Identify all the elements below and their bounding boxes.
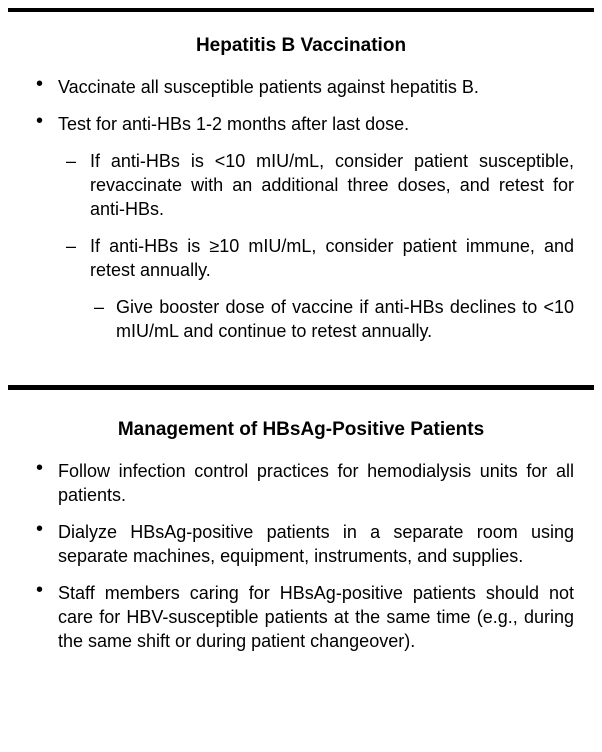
list-item-text: If anti-HBs is <10 mIU/mL, consider patient susceptible, revaccinate with an additional three doses, and retest for anti-HBs. bbox=[90, 151, 574, 219]
list-item-text: Staff members caring for HBsAg-positive patients should not care for HBV-susceptible patients at the same time (e.g., during the same shift or during patient changeover). bbox=[58, 583, 574, 651]
bullet-icon: • bbox=[36, 579, 44, 601]
list-item bbox=[8, 149, 594, 221]
bullet-icon: • bbox=[36, 457, 44, 479]
list-item bbox=[8, 295, 594, 343]
section-management-hbsag-positive bbox=[8, 418, 594, 653]
list-item-text: Test for anti-HBs 1-2 months after last dose. bbox=[58, 114, 410, 134]
list-item-text: Vaccinate all susceptible patients against hepatitis B. bbox=[58, 77, 479, 97]
section-title: Hepatitis B Vaccination bbox=[195, 35, 407, 56]
dash-icon: – bbox=[66, 236, 77, 256]
list-item bbox=[8, 75, 594, 99]
bullet-icon: • bbox=[36, 73, 44, 95]
dash-icon: – bbox=[94, 297, 105, 317]
top-divider-rule bbox=[8, 8, 594, 12]
list-item bbox=[8, 459, 594, 507]
list-item-text: Dialyze HBsAg-positive patients in a separate room using separate machines, equipment, instruments, and supplies. bbox=[58, 522, 574, 566]
list-item-text: If anti-HBs is ≥10 mIU/mL, consider patient immune, and retest annually. bbox=[90, 236, 574, 280]
list-item-text: Give booster dose of vaccine if anti-HBs declines to <10 mIU/mL and continue to retest annually. bbox=[116, 297, 574, 341]
bullet-icon: • bbox=[36, 110, 44, 132]
section-title: Management of HBsAg-Positive Patients bbox=[117, 419, 485, 440]
middle-divider-rule bbox=[8, 385, 594, 390]
dash-icon: – bbox=[66, 151, 77, 171]
list-item bbox=[8, 112, 594, 136]
list-item bbox=[8, 581, 594, 653]
section-hepatitis-b-vaccination bbox=[8, 34, 594, 343]
list-item bbox=[8, 234, 594, 282]
bullet-icon: • bbox=[36, 518, 44, 540]
list-item-text: Follow infection control practices for hemodialysis units for all patients. bbox=[58, 461, 574, 505]
list-item bbox=[8, 520, 594, 568]
